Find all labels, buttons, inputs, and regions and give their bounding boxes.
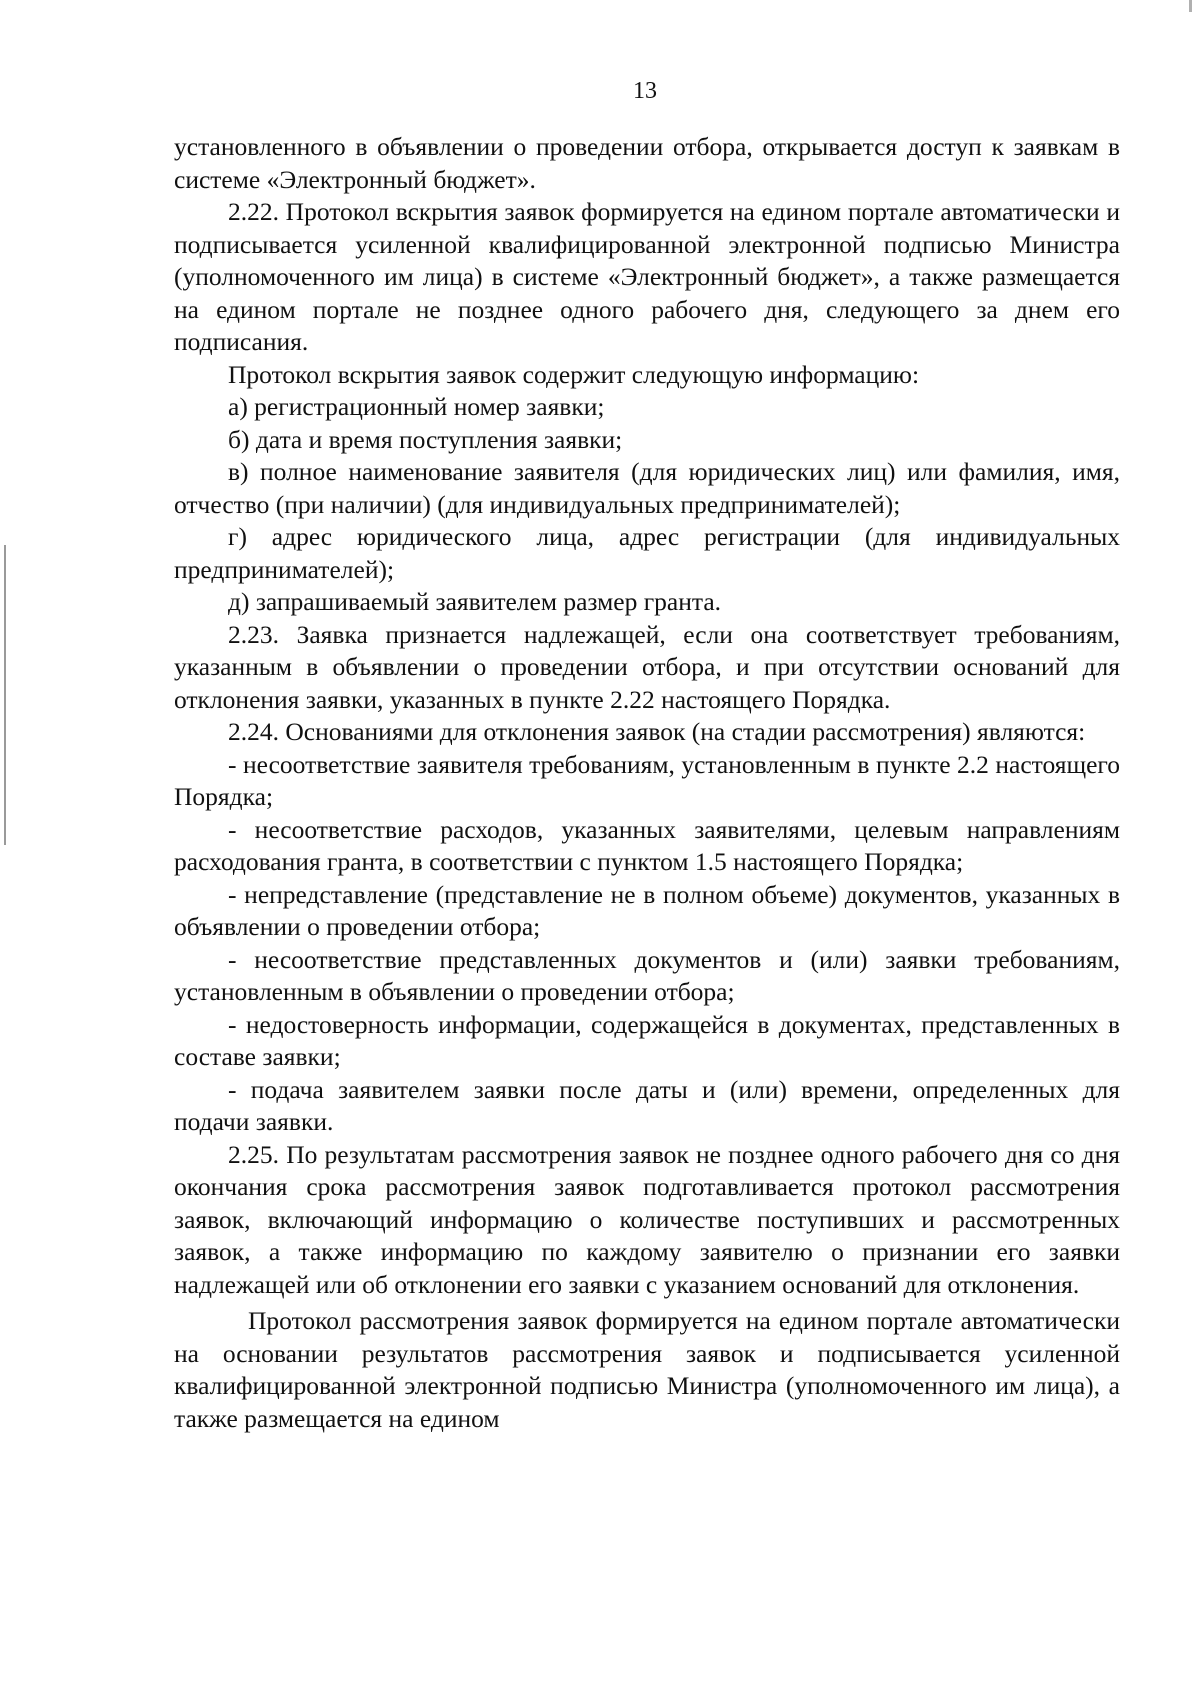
rejection-ground-2: - несоответствие расходов, указанных заявителями, целевым направлениям расходования гранта, в соответствии с пунктом 1.5 настоящего Порядка; xyxy=(174,814,1120,876)
paragraph-2-23: 2.23. Заявка признается надлежащей, если она соответствует требованиям, указанным в объявлении о проведении отбора, и при отсутствии оснований для отклонения заявки, указанных в пункте 2.22 настоящего Порядка. xyxy=(174,619,1120,714)
list-item-v: в) полное наименование заявителя (для юридических лиц) или фамилия, имя, отчество (при наличии) (для индивидуальных предпринимателей); xyxy=(174,457,1120,519)
rejection-ground-1: - несоответствие заявителя требованиям, установленным в пункте 2.2 настоящего Порядка; xyxy=(174,749,1120,811)
paragraph-protocol-contents: Протокол вскрытия заявок содержит следующую информацию: xyxy=(228,359,920,389)
paragraph-2-25: 2.25. По результатам рассмотрения заявок не позднее одного рабочего дня со дня окончания срока рассмотрения заявок подготавливается протокол рассмотрения заявок, включающий информацию о количестве поступивших и рассмотренных заявок, а также информацию по каждому заявителю о признании его заявки надлежащей или об отклонении его заявки с указанием оснований для отклонения. xyxy=(174,1139,1120,1299)
document-body xyxy=(174,131,1120,1435)
list-item-d: д) запрашиваемый заявителем размер гранта. xyxy=(228,587,722,616)
paragraph-review-protocol: Протокол рассмотрения заявок формируется на едином портале автоматически на основании результатов рассмотрения заявок и подписывается усиленной квалифицированной электронной подписью Министра (уполномоченного им лица), а также размещается на едином xyxy=(174,1306,1120,1433)
list-item-a: а) регистрационный номер заявки; xyxy=(228,392,605,421)
rejection-ground-4: - несоответствие представленных документов и (или) заявки требованиям, установленным в объявлении о проведении отбора; xyxy=(174,944,1120,1006)
list-item-b: б) дата и время поступления заявки; xyxy=(228,424,623,454)
page-number: 13 xyxy=(633,78,657,104)
paragraph-2-22: 2.22. Протокол вскрытия заявок формируется на едином портале автоматически и подписывается усиленной квалифицированной электронной подписью Министра (уполномоченного им лица) в системе «Электронный бюджет», а также размещается на едином портале не позднее одного рабочего дня, следующего за днем его подписания. xyxy=(174,197,1120,356)
scan-corner-mark xyxy=(1189,0,1192,12)
rejection-ground-5: - недостоверность информации, содержащейся в документах, представленных в составе заявки; xyxy=(174,1009,1120,1071)
rejection-ground-6: - подача заявителем заявки после даты и (или) времени, определенных для подачи заявки. xyxy=(174,1074,1120,1136)
list-item-g: г) адрес юридического лица, адрес регистрации (для индивидуальных предпринимателей); xyxy=(174,522,1120,584)
scan-edge-mark xyxy=(4,545,6,845)
paragraph-2-24: 2.24. Основаниями для отклонения заявок (на стадии рассмотрения) являются: xyxy=(228,717,1086,746)
paragraph-continuation: установленного в объявлении о проведении отбора, открывается доступ к заявкам в системе «Электронный бюджет». xyxy=(174,132,1120,194)
rejection-ground-3: - непредставление (представление не в полном объеме) документов, указанных в объявлении о проведении отбора; xyxy=(174,879,1120,941)
